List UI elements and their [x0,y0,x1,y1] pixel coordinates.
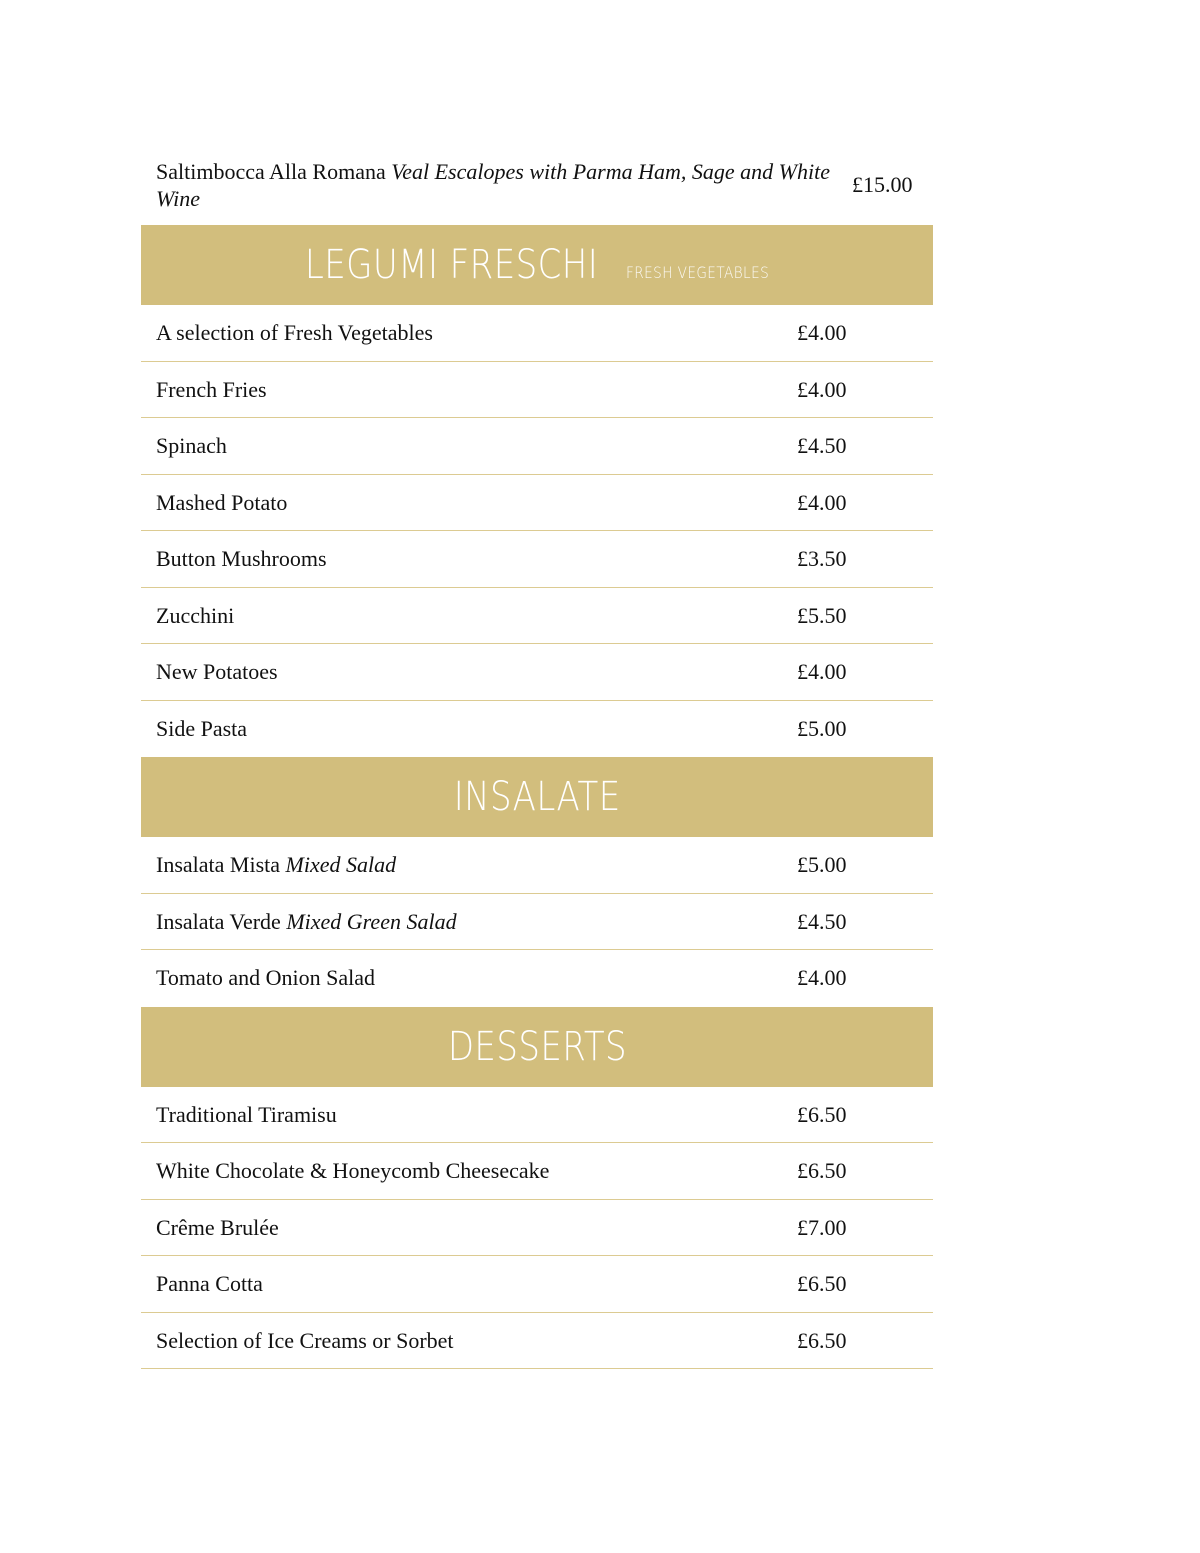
menu-item-saltimbocca [141,150,933,225]
menu-row [141,1313,933,1370]
menu-row [141,1087,933,1144]
item-name: A selection of Fresh Vegetables [156,320,433,345]
item-name: Traditional Tiramisu [156,1101,337,1127]
menu-row [141,837,933,894]
item-name: Spinach [156,433,227,458]
item-price: £3.50 [797,546,847,571]
item-price: £7.00 [797,1214,847,1240]
section-header [141,225,933,305]
menu-row [141,1143,933,1200]
section-title: INSALATE [453,774,621,820]
item-name-text: Saltimbocca Alla Romana [156,159,386,184]
item-price: £4.00 [797,659,847,684]
item-name: Mashed Potato [156,489,288,515]
section-header [141,1007,933,1087]
item-name: Crême Brulée [156,1214,279,1240]
menu-row [141,701,933,758]
item-price: £5.50 [797,602,847,628]
item-price: £4.50 [797,908,847,934]
section-desserts [141,1007,933,1370]
item-price: £6.50 [797,1158,847,1183]
menu-item-price: £15.00 [852,172,913,197]
menu-row [141,1256,933,1313]
item-name [156,851,396,878]
item-description: Veal Escalopes with Parma Ham, Sage and White Wine [156,159,830,211]
menu-row [141,1200,933,1257]
menu-row [141,644,933,701]
item-price: £5.00 [797,715,847,741]
item-name-text: Insalata Mista [156,852,281,877]
section-header [141,757,933,837]
menu-item-name [156,158,836,212]
item-name: White Chocolate & Honeycomb Cheesecake [156,1158,550,1183]
menu-row [141,950,933,1007]
item-price: £4.00 [797,376,847,402]
menu-row [141,362,933,419]
item-name: French Fries [156,376,267,402]
section-title: DESSERTS [447,1023,627,1070]
item-name-text: Insalata Verde [156,908,281,934]
section-title: LEGUMI FRESCHI [305,242,599,288]
item-price: £4.00 [797,965,847,990]
item-name: Selection of Ice Creams or Sorbet [156,1327,454,1353]
section-legumi-freschi [141,225,933,757]
item-price: £5.00 [797,852,847,877]
item-name [156,908,457,935]
item-price: £4.00 [797,320,847,345]
item-description: Mixed Green Salad [286,908,457,934]
item-name: Zucchini [156,602,235,628]
menu-page [141,150,933,1369]
item-price: £4.50 [797,433,847,458]
section-insalate [141,757,933,1007]
item-price: £4.00 [797,489,847,515]
item-name: Side Pasta [156,715,248,741]
item-description: Mixed Salad [285,852,397,877]
menu-row [141,475,933,532]
section-subtitle: FRESH VEGETABLES [626,263,770,282]
item-price: £6.50 [797,1327,847,1353]
item-name: Panna Cotta [156,1271,263,1296]
menu-row [141,531,933,588]
item-name: New Potatoes [156,659,278,684]
menu-row [141,305,933,362]
item-name: Tomato and Onion Salad [156,965,376,990]
item-name: Button Mushrooms [156,546,327,571]
item-price: £6.50 [797,1271,847,1296]
menu-row [141,418,933,475]
menu-row [141,894,933,951]
item-price: £6.50 [797,1101,847,1127]
menu-row [141,588,933,645]
